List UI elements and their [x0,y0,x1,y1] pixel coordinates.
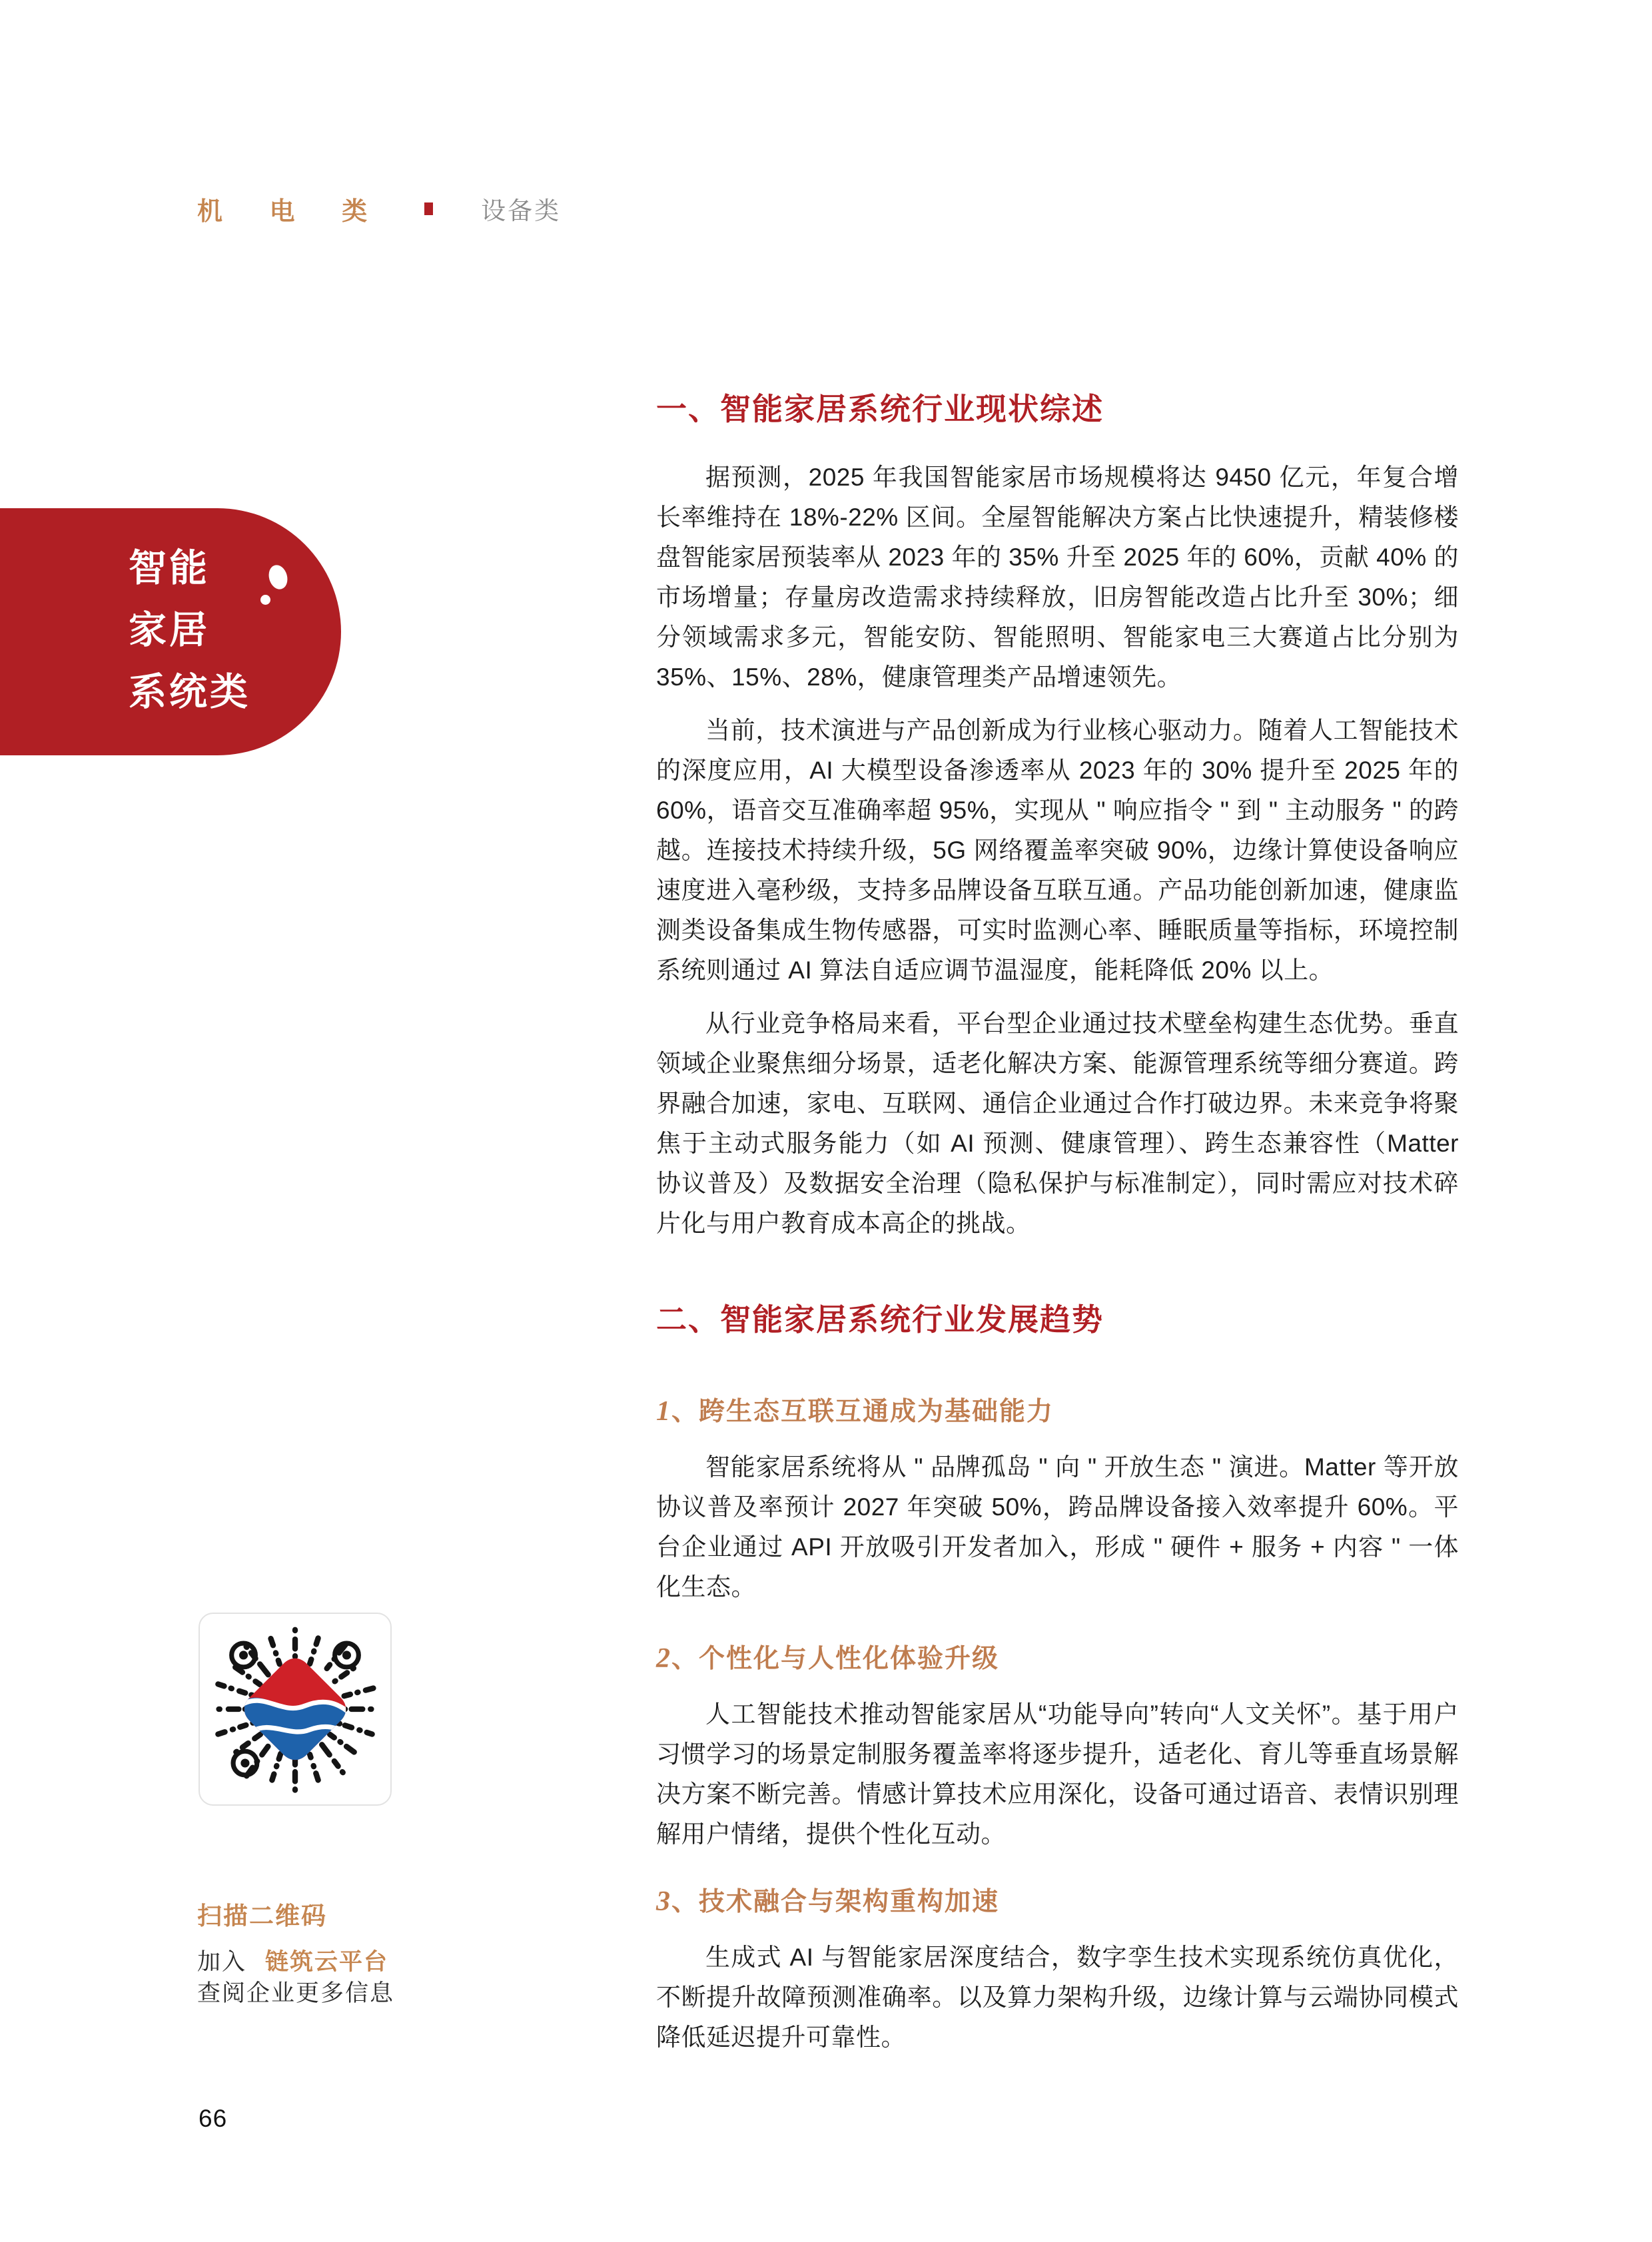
decor-dot-large [266,563,290,591]
subsection-1-number: 1 [656,1396,671,1427]
qr-code [199,1613,392,1806]
category-label: 机 电 类 [197,197,388,226]
page-number: 66 [199,2105,228,2132]
subsection-3-number: 3 [656,1886,671,1917]
subsection-2-paragraph: 人工智能技术推动智能家居从“功能导向”转向“人文关怀”。基于用户习惯学习的场景定制服务覆盖率将逐步提升，适老化、育儿等垂直场景解决方案不断完善。情感计算技术应用深化，设备可通过语音、表情识别理解用户情绪，提供个性化互动。 [656,1700,1459,1848]
subsection-2-title: 、个性化与人性化体验升级 [671,1645,1000,1673]
qr-code-icon [200,1614,390,1804]
subsection-3-paragraph: 生成式 AI 与智能家居深度结合，数字孪生技术实现系统仿真优化，不断提升故障预测准确率。以及算力架构升级，边缘计算与云端协同模式降低延迟提升可靠性。 [656,1944,1459,2051]
main-content [656,390,1459,2057]
section-2-heading: 二、智能家居系统行业发展趋势 [656,1302,1104,1337]
chapter-title-line: 系统类 [129,671,250,713]
category-bullet-icon [424,202,433,215]
qr-center-logo-icon [240,1659,351,1765]
chapter-title-line: 智能 [129,547,210,589]
section-1-paragraph: 从行业竞争格局来看，平台型企业通过技术壁垒构建生态优势。垂直领域企业聚焦细分场景，适老化解决方案、能源管理系统等细分赛道。跨界融合加速，家电、互联网、通信企业通过合作打破边界。未来竞争将聚焦于主动式服务能力（如 AI 预测、健康管理）、跨生态兼容性（Matter 协议普及）及数据安全治理（隐私保护与标准制定），同时需应对技术碎片化与用户教育成本高企的挑战。 [656,1010,1459,1237]
subcategory-label: 设备类 [481,197,562,224]
qr-scan-label: 扫描二维码 [197,1902,327,1930]
section-1-paragraph: 当前，技术演进与产品创新成为行业核心驱动力。随着人工智能技术的深度应用，AI 大模型设备渗透率从 2023 年的 30% 提升至 2025 年的 60%，语音交互准确率超 95%，实现从 " 响应指令 " 到 " 主动服务 " 的跨越。连接技术持续升级，5G 网络覆盖率突破 90%，边缘计算使设备响应速度进入毫秒级，支持多品牌设备互联互通。产品功能创新加速，健康监测类设备集成生物传感器，可实时监测心率、睡眠质量等指标，环境控制系统则通过 AI 算法自适应调节温湿度，能耗降低 20% 以上。 [656,717,1459,984]
qr-description: 查阅企业更多信息 [197,1980,395,2006]
subsection-2-number: 2 [656,1643,671,1674]
chapter-title [129,538,250,723]
section-1-heading: 一、智能家居系统行业现状综述 [656,392,1104,426]
qr-caption [197,1946,477,2009]
chapter-banner [0,508,341,755]
chapter-title-line: 家居 [129,609,210,651]
subsection-1-title: 、跨生态互联互通成为基础能力 [671,1397,1054,1426]
subsection-3-title: 、技术融合与架构重构加速 [671,1888,1000,1916]
qr-join-line [197,1946,477,1978]
subsection-2-heading [656,1642,1459,1676]
section-1-paragraph: 据预测，2025 年我国智能家居市场规模将达 9450 亿元，年复合增长率维持在 18%-22% 区间。全屋智能解决方案占比快速提升，精装修楼盘智能家居预装率从 2023 年的 35% 升至 2025 年的 60%，贡献 40% 的市场增量；存量房改造需求持续释放，旧房智能改造占比升至 30%；细分领域需求多元，智能安防、智能照明、智能家电三大赛道占比分别为 35%、15%、28%，健康管理类产品增速领先。 [656,464,1459,691]
page-header [197,192,561,225]
subsection-3-heading [656,1885,1459,1919]
qr-join-prefix: 加入 [197,1949,247,1975]
decor-dot-small [260,595,270,605]
qr-platform-name: 链筑云平台 [265,1949,389,1975]
subsection-1-paragraph: 智能家居系统将从 " 品牌孤岛 " 向 " 开放生态 " 演进。Matter 等开放协议普及率预计 2027 年突破 50%，跨品牌设备接入效率提升 60%。平台企业通过 API 开放吸引开发者加入，形成 " 硬件 + 服务 + 内容 " 一体化生态。 [656,1453,1459,1601]
subsection-1-heading [656,1395,1459,1429]
